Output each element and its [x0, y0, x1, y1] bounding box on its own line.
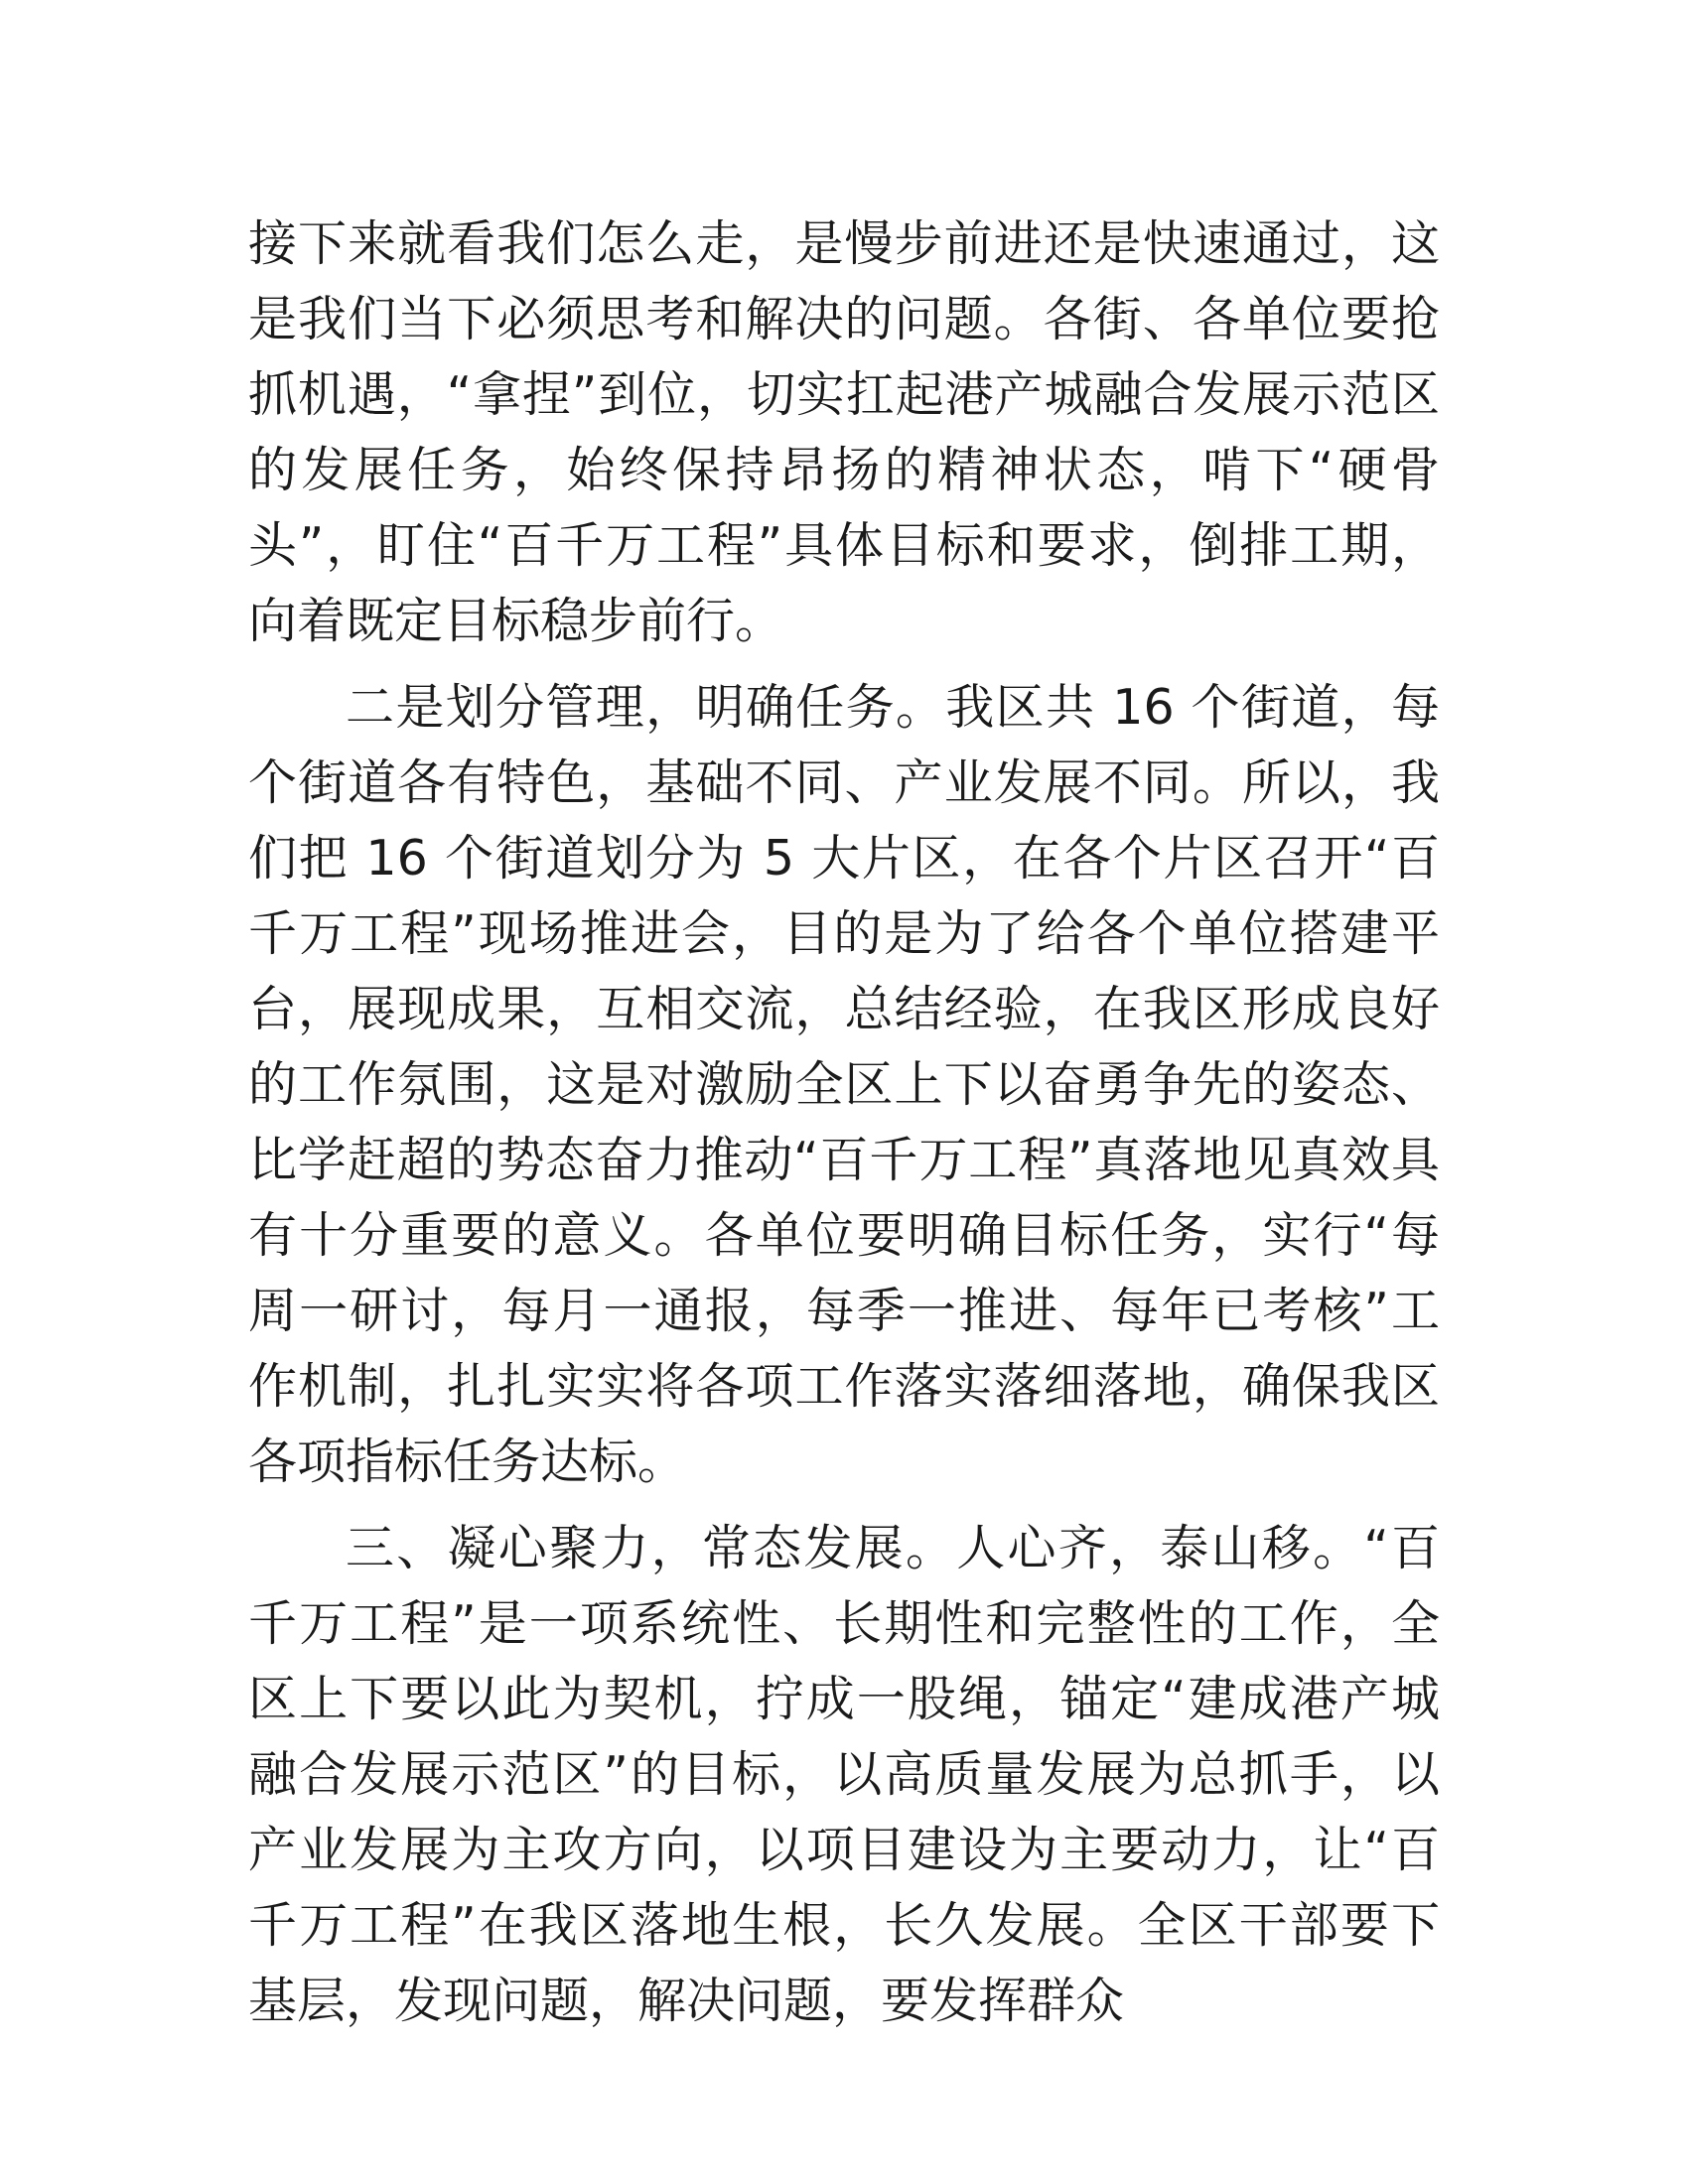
- paragraph-2: 二是划分管理，明确任务。我区共 16 个街道，每个街道各有特色，基础不同、产业发展不同。所以，我们把 16 个街道划分为 5 大片区，在各个片区召开“百千万工程”现场推进会，目的是为了给各个单位搭建平台，展现成果，互相交流，总结经验，在我区形成良好的工作氛围，这是对激励全区上下以奋勇争先的姿态、比学赶超的势态奋力推动“百千万工程”真落地见真效具有十分重要的意义。各单位要明确目标任务，实行“每周一研讨，每月一通报，每季一推进、每年已考核”工作机制，扎扎实实将各项工作落实落细落地，确保我区各项指标任务达标。: [248, 679, 1440, 1490]
- paragraph-1: 接下来就看我们怎么走，是慢步前进还是快速通过，这是我们当下必须思考和解决的问题。各街、各单位要抢抓机遇，“拿捏”到位，切实扛起港产城融合发展示范区的发展任务，始终保持昂扬的精神状态，啃下“硬骨头”，盯住“百千万工程”具体目标和要求，倒排工期，向着既定目标稳步前行。: [248, 215, 1440, 649]
- document-body: [248, 206, 1440, 2039]
- paragraph-3: 三、凝心聚力，常态发展。人心齐，泰山移。“百千万工程”是一项系统性、长期性和完整性的工作，全区上下要以此为契机，拧成一股绳，锚定“建成港产城融合发展示范区”的目标，以高质量发展为总抓手，以产业发展为主攻方向，以项目建设为主要动力，让“百千万工程”在我区落地生根，长久发展。全区干部要下基层，发现问题，解决问题，要发挥群众: [248, 1520, 1440, 2029]
